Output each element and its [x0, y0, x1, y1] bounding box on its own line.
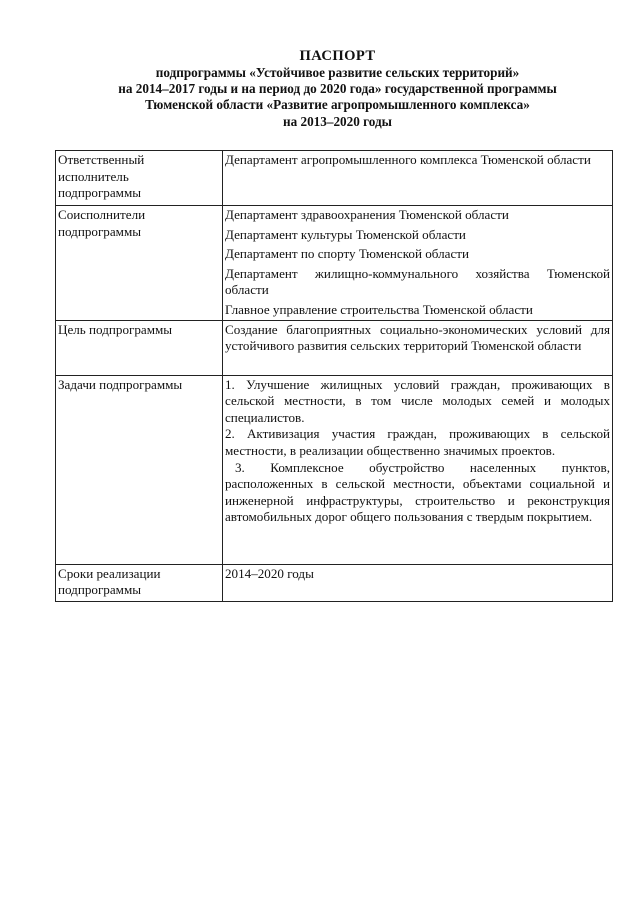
table-row-terms	[56, 564, 613, 601]
value-text: 3. Комплексное обустройство населенных пунктов, расположенных в сельской местности, объектами социальной и инженерной инфраструктуры, строительство и реконструкция автомобильных дорог общего пользования с твердым покрытием.	[225, 459, 610, 525]
label-line: подпрограммы	[58, 582, 142, 598]
label-line: Цель подпрограммы	[58, 321, 173, 337]
label-line: исполнитель	[58, 168, 129, 184]
label-line: Сроки реализации	[58, 565, 161, 581]
row-label	[56, 151, 223, 206]
heading-line: подпрограммы «Устойчивое развитие сельских территорий»	[155, 65, 520, 80]
value-text: Главное управление строительства Тюменской области	[225, 301, 533, 317]
value-text: Департамент жилищно-коммунального хозяйства Тюменской области	[225, 265, 610, 298]
row-value	[223, 151, 613, 206]
label-line: Задачи подпрограммы	[58, 376, 183, 392]
value-text: 2014–2020 годы	[225, 565, 314, 581]
value-text: Департамент агропромышленного комплекса Тюменской области	[225, 152, 591, 167]
value-text: Создание благоприятных социально-экономических условий для устойчивого развития сельских территорий Тюменской области	[225, 321, 610, 354]
row-label	[56, 375, 223, 564]
value-text: Департамент культуры Тюменской области	[225, 226, 466, 242]
heading-line: на 2013–2020 годы	[283, 113, 392, 129]
row-value	[223, 375, 613, 564]
document-heading	[60, 47, 615, 130]
row-label	[56, 564, 223, 601]
label-line: подпрограммы	[58, 185, 142, 201]
value-text: Департамент здравоохранения Тюменской области	[225, 207, 509, 222]
row-label	[56, 206, 223, 321]
row-value	[223, 206, 613, 321]
label-line: Соисполнители	[58, 207, 146, 222]
passport-table	[55, 150, 613, 602]
value-text: 1. Улучшение жилищных условий граждан, проживающих в сельской местности, в том числе молодых семей и молодых специалистов.	[225, 376, 610, 425]
heading-line: на 2014–2017 годы и на период до 2020 года» государственной программы	[118, 81, 557, 97]
value-text: Департамент по спорту Тюменской области	[225, 246, 469, 262]
row-value	[223, 564, 613, 601]
table-row-goal	[56, 320, 613, 375]
heading-line: Тюменской области «Развитие агропромышленного комплекса»	[145, 97, 530, 113]
document-title: ПАСПОРТ	[299, 48, 376, 64]
row-value	[223, 320, 613, 375]
label-line: Ответственный	[58, 152, 145, 167]
value-text: 2. Активизация участия граждан, проживающих в сельской местности, в реализации общественно значимых проектов.	[225, 426, 610, 458]
table-row-tasks	[56, 375, 613, 564]
label-line: подпрограммы	[58, 223, 142, 239]
table-row-responsible-executor	[56, 151, 613, 206]
row-label	[56, 320, 223, 375]
table-row-co-executors	[56, 206, 613, 321]
